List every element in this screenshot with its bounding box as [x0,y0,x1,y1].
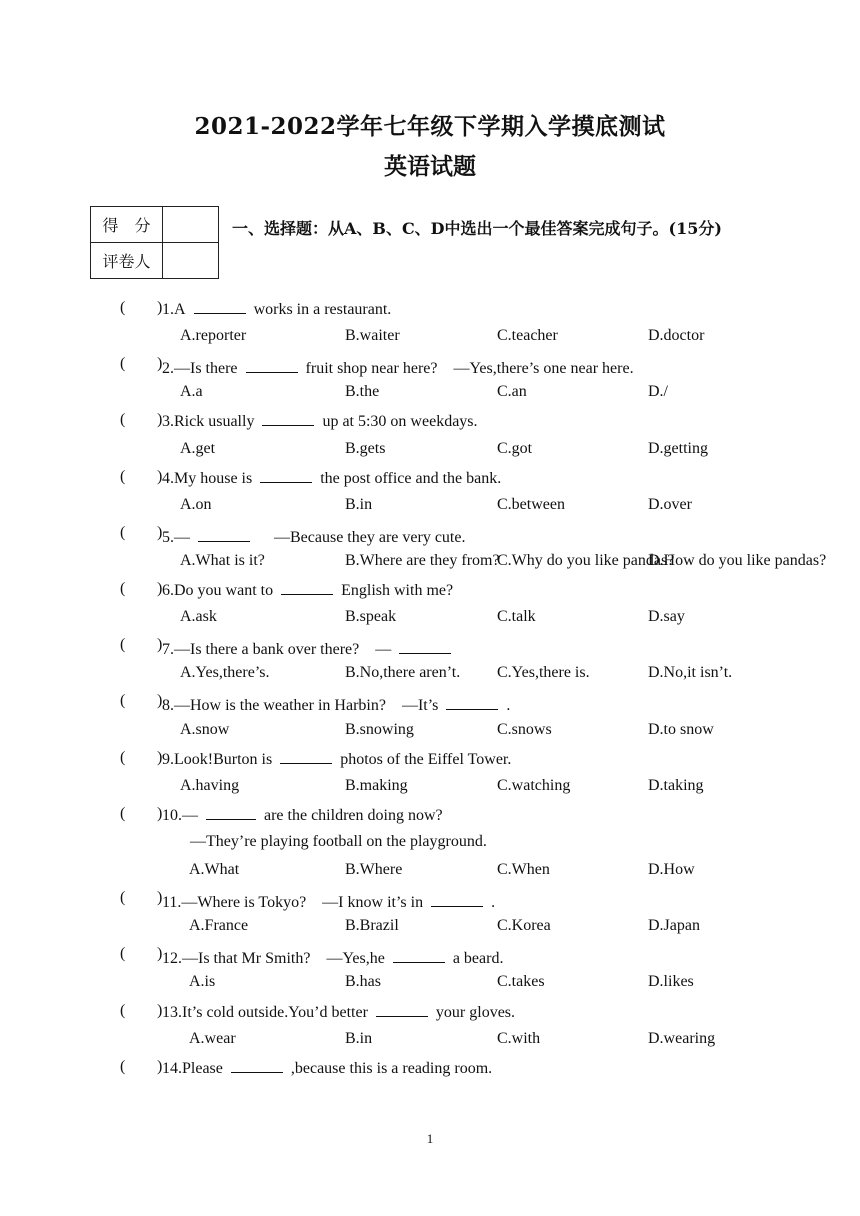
question-text-after: English with me? [341,582,454,599]
question-text-after: . [491,894,496,912]
answer-blank[interactable] [376,1002,428,1017]
option-b[interactable]: B.Where [345,861,403,878]
question-text: 2.—Is there [162,360,238,378]
question-stem [162,945,503,968]
answer-paren-close: ) [157,523,163,541]
question-text-after: up at 5:30 on weekdays. [322,413,478,431]
answer-paren-close: ) [157,748,163,766]
option-a[interactable]: A.is [189,973,216,991]
option-a[interactable]: A.a [180,383,203,401]
option-d[interactable]: D.How [648,861,695,878]
option-b[interactable]: B.Brazil [345,917,399,935]
answer-blank[interactable] [206,805,256,820]
option-b[interactable]: B.in [345,1029,373,1047]
score-label: 得 分 [91,207,163,243]
question-stem [162,468,501,488]
answer-paren-open: ( [120,355,126,373]
question-text-after: are the children doing now? [264,806,443,824]
answer-blank[interactable] [231,1058,283,1073]
answer-blank[interactable] [260,468,312,483]
option-a[interactable]: A.wear [189,1029,236,1047]
question-text: 12.—Is that Mr Smith? —Yes,he [162,950,385,968]
answer-paren-close: ) [157,580,163,597]
score-table [90,206,219,279]
option-b[interactable]: B.in [345,495,373,513]
answer-paren-open: ( [120,411,126,429]
question-text: 4.My house is [162,469,253,487]
question-stem [162,580,453,600]
score-cell[interactable] [163,207,219,243]
answer-blank[interactable] [198,527,250,542]
answer-paren-open: ( [120,1057,126,1075]
option-c[interactable]: C.watching [497,776,571,794]
option-d[interactable]: D.doctor [648,327,705,345]
answer-blank[interactable] [393,948,445,963]
question-text-after: photos of the Eiffel Tower. [340,750,512,768]
option-c[interactable]: C.teacher [497,327,558,345]
question-stem [162,524,465,547]
question-text-after: works in a restaurant. [253,301,392,318]
option-b[interactable]: B.the [345,383,380,401]
option-c[interactable]: C.takes [497,973,545,991]
option-c[interactable]: C.an [497,383,527,401]
question-text-after: a beard. [452,950,504,968]
question-stem [162,692,510,715]
option-c[interactable]: C.Yes,there is. [497,664,590,682]
question-text: 8.—How is the weather in Harbin? —It’s [162,697,439,715]
option-d[interactable]: D.How do you like pandas? [648,551,827,569]
option-a[interactable]: A.France [189,917,249,935]
option-a[interactable]: A.reporter [180,327,247,345]
option-d[interactable]: D.to snow [648,720,714,738]
answer-paren-open: ( [120,804,126,822]
option-d[interactable]: D./ [648,383,668,401]
option-d[interactable]: D.likes [648,973,694,991]
answer-paren-open: ( [120,523,126,541]
answer-blank[interactable] [281,580,333,595]
question-text: 10.— [162,806,198,824]
question-stem [162,299,391,319]
question-text: 9.Look!Burton is [162,750,273,768]
answer-paren-close: ) [157,889,163,907]
question-text: 7.—Is there a bank over there? — [162,641,392,659]
question-stem [162,1058,492,1078]
option-b[interactable]: B.snowing [345,720,414,738]
grader-label: 评卷人 [91,243,163,279]
option-c[interactable]: C.got [497,439,533,457]
answer-paren-close: ) [157,804,163,822]
answer-blank[interactable] [446,695,498,710]
question-text-after: —Because they are very cute. [258,528,466,546]
option-d[interactable]: D.taking [648,776,704,794]
answer-paren-close: ) [157,636,163,654]
answer-paren-close: ) [157,692,163,710]
answer-blank[interactable] [194,299,246,314]
option-a[interactable]: A.get [180,439,216,457]
answer-paren-close: ) [157,299,163,316]
answer-paren-close: ) [157,411,163,429]
question-text-after: . [506,697,511,715]
option-a[interactable]: A.snow [180,720,230,738]
section-heading: 一、选择题：从A、B、C、D中选出一个最佳答案完成句子。(15分) [232,219,722,238]
question-text: 6.Do you want to [162,582,274,599]
option-a[interactable]: A.What [189,861,240,878]
question-text: 5.— [162,528,190,546]
option-a[interactable]: A.having [180,776,240,794]
answer-blank[interactable] [431,892,483,907]
answer-paren-close: ) [157,467,163,485]
option-d[interactable]: D.say [648,608,685,626]
question-text: 14.Please [162,1059,223,1077]
option-b[interactable]: B.making [345,776,408,794]
answer-paren-open: ( [120,636,126,654]
answer-paren-open: ( [120,1001,126,1019]
answer-blank[interactable] [262,411,314,426]
option-a[interactable]: A.What is it? [180,551,265,569]
option-c[interactable]: C.Korea [497,917,551,935]
option-d[interactable]: D.wearing [648,1029,716,1047]
option-a[interactable]: A.ask [180,608,217,626]
question-text-after: the post office and the bank. [320,469,502,487]
answer-paren-open: ( [120,889,126,907]
answer-paren-open: ( [120,299,126,316]
question-text-after: fruit shop near here? —Yes,there’s one near here. [305,360,634,378]
question-stem [162,805,443,825]
question-text: 13.It’s cold outside.You’d better [162,1003,368,1021]
option-b[interactable]: B.has [345,973,381,991]
option-b[interactable]: B.No,there aren’t. [345,664,461,682]
question-second-line: —They’re playing football on the playground. [190,832,487,850]
question-text: 3.Rick usually [162,413,255,431]
answer-paren-close: ) [157,945,163,963]
answer-blank[interactable] [399,639,451,654]
option-b[interactable]: B.waiter [345,327,400,345]
answer-paren-close: ) [157,355,163,373]
option-c[interactable]: C.talk [497,608,536,626]
exam-title: 2021-2022学年七年级下学期入学摸底测试 [194,113,666,140]
option-c[interactable]: C.When [497,861,550,878]
grader-cell[interactable] [163,243,219,279]
question-stem [162,636,459,659]
option-d[interactable]: D.No,it isn’t. [648,664,733,682]
option-b[interactable]: B.speak [345,608,397,626]
answer-paren-open: ( [120,580,126,597]
question-text: 11.—Where is Tokyo? —I know it’s in [162,894,424,912]
answer-paren-open: ( [120,945,126,963]
question-stem [162,1002,515,1022]
option-c[interactable]: C.snows [497,720,552,738]
answer-blank[interactable] [280,749,332,764]
exam-subtitle: 英语试题 [384,153,476,180]
page-number: 1 [426,1131,434,1146]
option-d[interactable]: D.getting [648,439,708,457]
answer-paren-open: ( [120,692,126,710]
answer-blank[interactable] [246,358,298,373]
question-text-after: ,because this is a reading room. [290,1059,493,1077]
answer-paren-close: ) [157,1057,163,1075]
option-c[interactable]: C.with [497,1029,541,1047]
answer-paren-close: ) [157,1001,163,1019]
option-c[interactable]: C.Why do you like pandas? [497,551,675,569]
question-text-after: your gloves. [435,1003,516,1021]
option-c[interactable]: C.between [497,495,565,513]
option-b[interactable]: B.Where are they from? [345,551,500,569]
question-text: 1.A [162,301,186,318]
question-stem [162,749,511,769]
answer-paren-open: ( [120,748,126,766]
answer-paren-open: ( [120,467,126,485]
question-stem [162,889,495,912]
question-stem [162,411,478,431]
option-b[interactable]: B.gets [345,439,386,457]
option-d[interactable]: D.Japan [648,917,700,935]
question-stem [162,355,634,378]
option-a[interactable]: A.on [180,495,212,513]
option-a[interactable]: A.Yes,there’s. [180,664,270,682]
option-d[interactable]: D.over [648,495,692,513]
